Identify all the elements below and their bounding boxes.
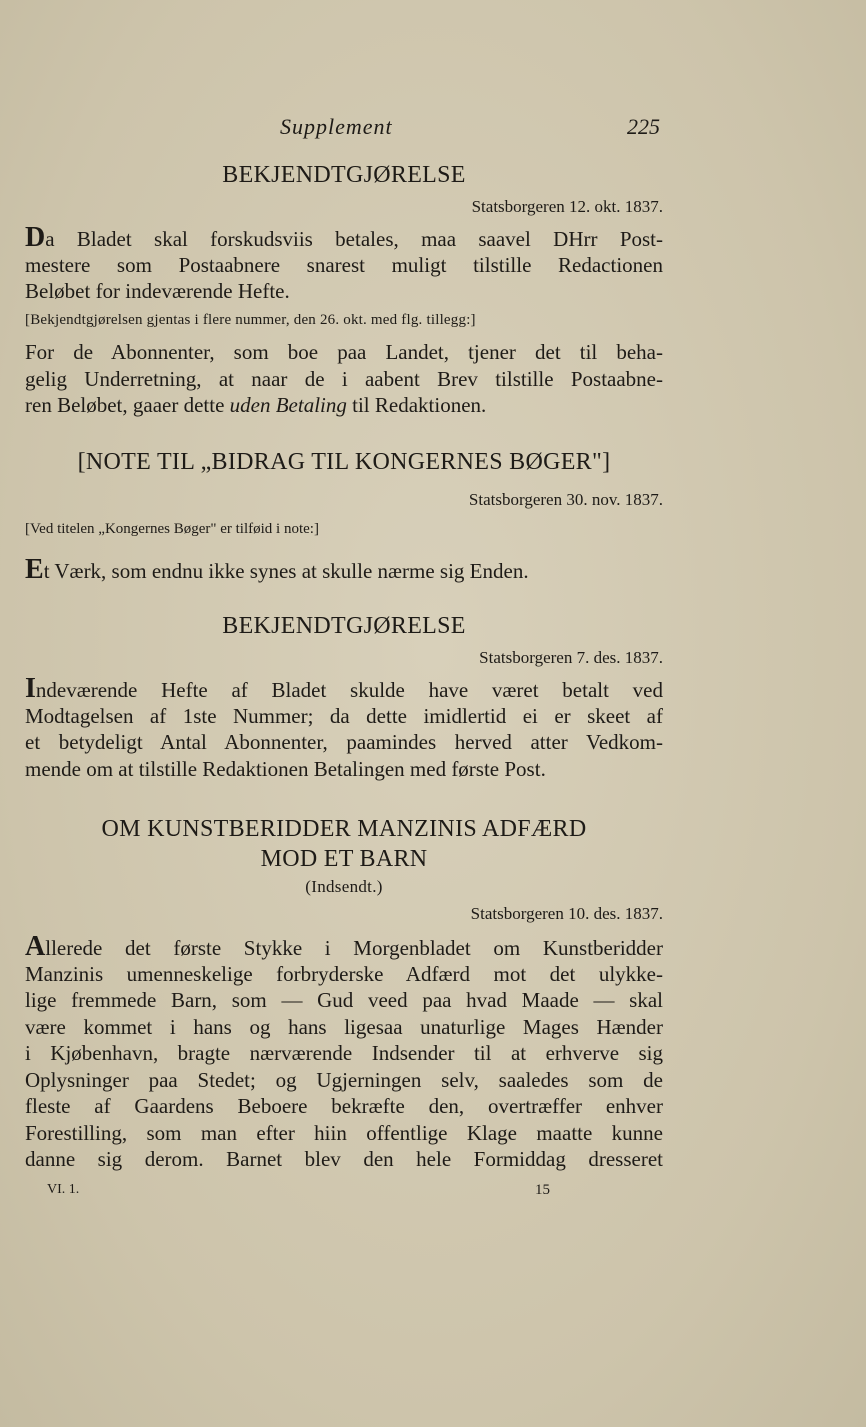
paragraph-1	[25, 225, 663, 305]
text-line: Manzinis umenneskelige forbryderske Adfærd mot det ulykke-	[25, 961, 663, 986]
emphasis: uden Betaling	[229, 393, 347, 417]
text-line: mestere som Postaabnere snarest muligt tilstille Redactionen	[25, 252, 663, 277]
paragraph-5	[25, 934, 663, 1173]
drop-cap: D	[25, 225, 46, 252]
editorial-note-1: [Bekjendtgjørelsen gjentas i flere nummer, den 26. okt. med flg. tillegg:]	[25, 312, 476, 328]
text-line: For de Abonnenter, som boe paa Landet, tjener det til beha-	[25, 340, 663, 364]
text-line: Beløbet for indeværende Hefte.	[25, 279, 290, 303]
text-line: et betydeligt Antal Abonnenter, paamindes herved atter Vedkom-	[25, 730, 663, 754]
section-heading-1: BEKJENDTGJØRELSE	[222, 162, 466, 188]
editorial-note-2: [Ved titelen „Kongernes Bøger" er tilføid i note:]	[25, 521, 319, 537]
text-line: Oplysninger paa Stedet; og Ugjerningen selv, saaledes som de	[25, 1067, 663, 1092]
text-line: fleste af Gaardens Beboere bekræfte den, overtræffer enhver	[25, 1094, 663, 1118]
paragraph-4	[25, 676, 663, 782]
section-subtitle: (Indsendt.)	[305, 877, 383, 896]
source-citation-4: Statsborgeren 10. des. 1837.	[470, 904, 663, 923]
section-heading-4-line2: MOD ET BARN	[260, 846, 428, 872]
drop-cap: I	[25, 676, 36, 703]
page-number: 225	[627, 114, 660, 139]
paragraph-3	[25, 557, 663, 584]
text-line: mende om at tilstille Redaktionen Betalingen med første Post.	[25, 756, 546, 781]
text-line: danne sig derom. Barnet blev den hele Formiddag dresseret	[25, 1147, 663, 1171]
text-line: gelig Underretning, at naar de i aabent Brev tilstille Postaabne-	[25, 366, 663, 391]
text-line: Forestilling, som man efter hiin offentlige Klage maatte kunne	[25, 1120, 663, 1145]
source-citation-1: Statsborgeren 12. okt. 1837.	[471, 197, 663, 216]
text-line: Da Bladet skal forskudsviis betales, maa saavel DHrr Post-	[25, 225, 663, 252]
sheet-number: 15	[535, 1182, 550, 1198]
drop-cap: A	[25, 934, 46, 961]
section-heading-3: BEKJENDTGJØRELSE	[222, 613, 466, 639]
text-line: være kommet i hans og hans ligesaa unaturlige Mages Hænder	[25, 1014, 663, 1039]
section-heading-4: OM KUNSTBERIDDER MANZINIS ADFÆRD	[101, 816, 587, 842]
paragraph-2	[25, 339, 663, 419]
running-header-title: Supplement	[280, 114, 393, 139]
drop-cap: E	[25, 557, 44, 584]
text-line: ren Beløbet, gaaer dette uden Betaling til Redaktionen.	[25, 393, 487, 417]
section-heading-2: [NOTE TIL „BIDRAG TIL KONGERNES BØGER"]	[77, 449, 611, 475]
source-citation-3: Statsborgeren 7. des. 1837.	[479, 648, 663, 667]
text-line: lige fremmede Barn, som — Gud veed paa hvad Maade — skal	[25, 988, 663, 1012]
text-line: Et Værk, som endnu ikke synes at skulle nærme sig Enden.	[25, 557, 663, 584]
text-line: i Kjøbenhavn, bragte nærværende Indsender til at erhverve sig	[25, 1041, 663, 1065]
signature-mark: VI. 1.	[47, 1182, 80, 1197]
text-line: Indeværende Hefte af Bladet skulde have været betalt ved	[25, 676, 663, 703]
source-citation-2: Statsborgeren 30. nov. 1837.	[468, 490, 663, 509]
text-line: Modtagelsen af 1ste Nummer; da dette imidlertid ei er skeet af	[25, 703, 663, 728]
text-line: Allerede det første Stykke i Morgenbladet om Kunstberidder	[25, 934, 663, 961]
